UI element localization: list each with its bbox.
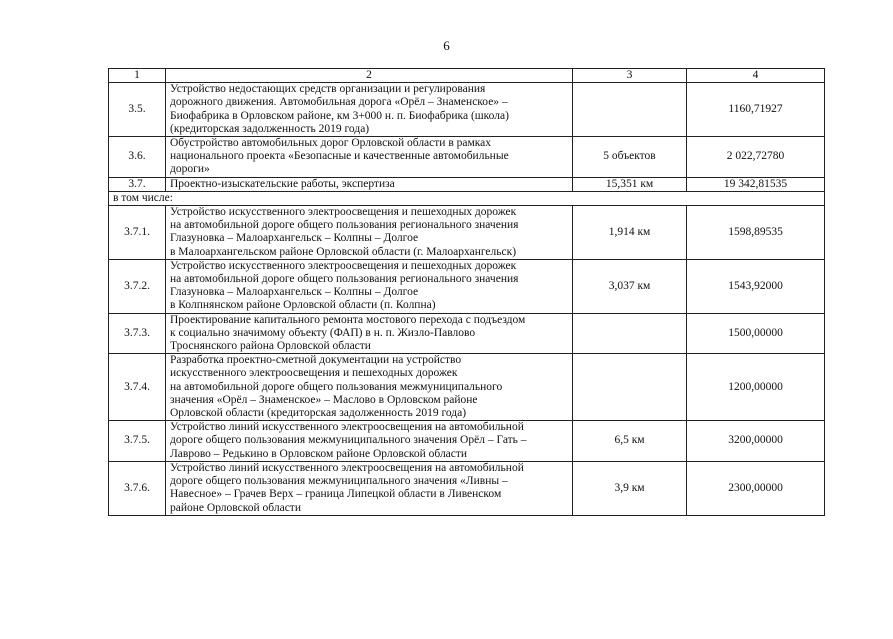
description-line: Глазуновка – Малоархангельск – Колпны – Долгое [170,286,419,299]
description-line: Устройство недостающих средств организации и регулирования [170,83,486,96]
page-number: 6 [443,38,450,53]
description-line: на автомобильной дороге общего пользования регионального значения [170,219,519,232]
item-description [166,421,573,462]
description-line: Разработка проектно-сметной документации на устройство [170,354,462,367]
description-line: на автомобильной дороге общего пользования регионального значения [170,273,519,286]
item-quantity: 6,5 км [573,421,687,462]
description-line: Лаврово – Редькино в Орловском районе Орловской области [170,447,468,460]
item-number: 3.7.4. [109,354,166,421]
table-row [109,177,825,191]
item-quantity [573,313,687,354]
item-quantity: 5 объектов [573,137,687,178]
item-amount: 1500,00000 [687,313,825,354]
header-cell: 4 [687,69,825,83]
description-line: Устройство линий искусственного электроосвещения на автомобильной [170,421,524,434]
item-description [166,206,573,260]
header-cell: 3 [573,69,687,83]
item-number: 3.6. [109,137,166,178]
table-row [109,83,825,137]
item-number: 3.7.6. [109,461,166,515]
item-amount: 1598,89535 [687,206,825,260]
description-line: Навесное» – Грачев Верх – граница Липецкой области в Ливенском [170,488,502,501]
header-cell: 1 [109,69,166,83]
description-line: Орловской области (кредиторская задолженность 2019 года) [170,407,467,420]
description-line: Проектирование капитального ремонта мостового перехода с подъездом [170,313,526,326]
item-quantity [573,354,687,421]
item-amount: 1543,92000 [687,259,825,313]
item-amount: 19 342,81535 [687,177,825,191]
table-row [109,259,825,313]
description-line: в Малоархангельском районе Орловской области (г. Малоархангельск) [170,245,517,258]
description-line: дороге общего пользования межмуниципального значения «Ливны – [170,475,508,488]
item-description [166,461,573,515]
description-line: дороге общего пользования межмуниципального значения Орёл – Гать – [170,434,527,447]
item-number: 3.7. [109,177,166,191]
description-line: в Колпнянском районе Орловской области (п. Колпна) [170,299,436,312]
item-number: 3.5. [109,83,166,137]
item-amount: 3200,00000 [687,421,825,462]
item-quantity [573,83,687,137]
description-line: дорожного движения. Автомобильная дорога «Орёл – Знаменское» – [170,96,508,109]
item-description [166,177,573,191]
item-number: 3.7.2. [109,259,166,313]
item-number: 3.7.5. [109,421,166,462]
subheader-cell: в том числе: [109,191,825,205]
item-description [166,354,573,421]
works-table [108,68,825,516]
item-quantity: 3,037 км [573,259,687,313]
table-row [109,354,825,421]
description-line: Троснянского района Орловской области [170,340,371,353]
item-description [166,137,573,178]
item-quantity: 3,9 км [573,461,687,515]
description-line: на автомобильной дороге общего пользования межмуниципального [170,380,503,393]
table-row [109,421,825,462]
table-row [109,313,825,354]
description-line: Проектно-изыскательские работы, экспертиза [170,177,395,190]
item-amount: 2 022,72780 [687,137,825,178]
table-row [109,206,825,260]
item-number: 3.7.1. [109,206,166,260]
description-line: районе Орловской области [170,501,301,514]
item-amount: 2300,00000 [687,461,825,515]
item-description [166,259,573,313]
description-line: Обустройство автомобильных дорог Орловской области в рамках [170,137,492,150]
table-row [109,137,825,178]
description-line: искусственного электроосвещения и пешеходных дорожек [170,367,458,380]
table-row [109,461,825,515]
table-subheader-row [109,191,825,205]
description-line: к социально значимому объекту (ФАП) в н. п. Жизло-Павлово [170,326,476,339]
description-line: (кредиторская задолженность 2019 года) [170,122,370,135]
description-line: Устройство линий искусственного электроосвещения на автомобильной [170,461,524,474]
description-line: Устройство искусственного электроосвещения и пешеходных дорожек [170,206,517,219]
item-description [166,83,573,137]
item-amount: 1200,00000 [687,354,825,421]
description-line: Биофабрика в Орловском районе, км 3+000 н. п. Биофабрика (школа) [170,109,509,122]
item-amount: 1160,71927 [687,83,825,137]
item-number: 3.7.3. [109,313,166,354]
works-table-body [109,69,825,516]
item-quantity: 1,914 км [573,206,687,260]
description-line: национального проекта «Безопасные и качественные автомобильные [170,150,509,163]
item-quantity: 15,351 км [573,177,687,191]
description-line: Устройство искусственного электроосвещения и пешеходных дорожек [170,259,517,272]
item-description [166,313,573,354]
table-header-row [109,69,825,83]
description-line: дороги» [170,163,210,176]
description-line: значения «Орёл – Знаменское» – Маслово в Орловском районе [170,393,478,406]
description-line: Глазуновка – Малоархангельск – Колпны – Долгое [170,232,419,245]
header-cell: 2 [166,69,573,83]
